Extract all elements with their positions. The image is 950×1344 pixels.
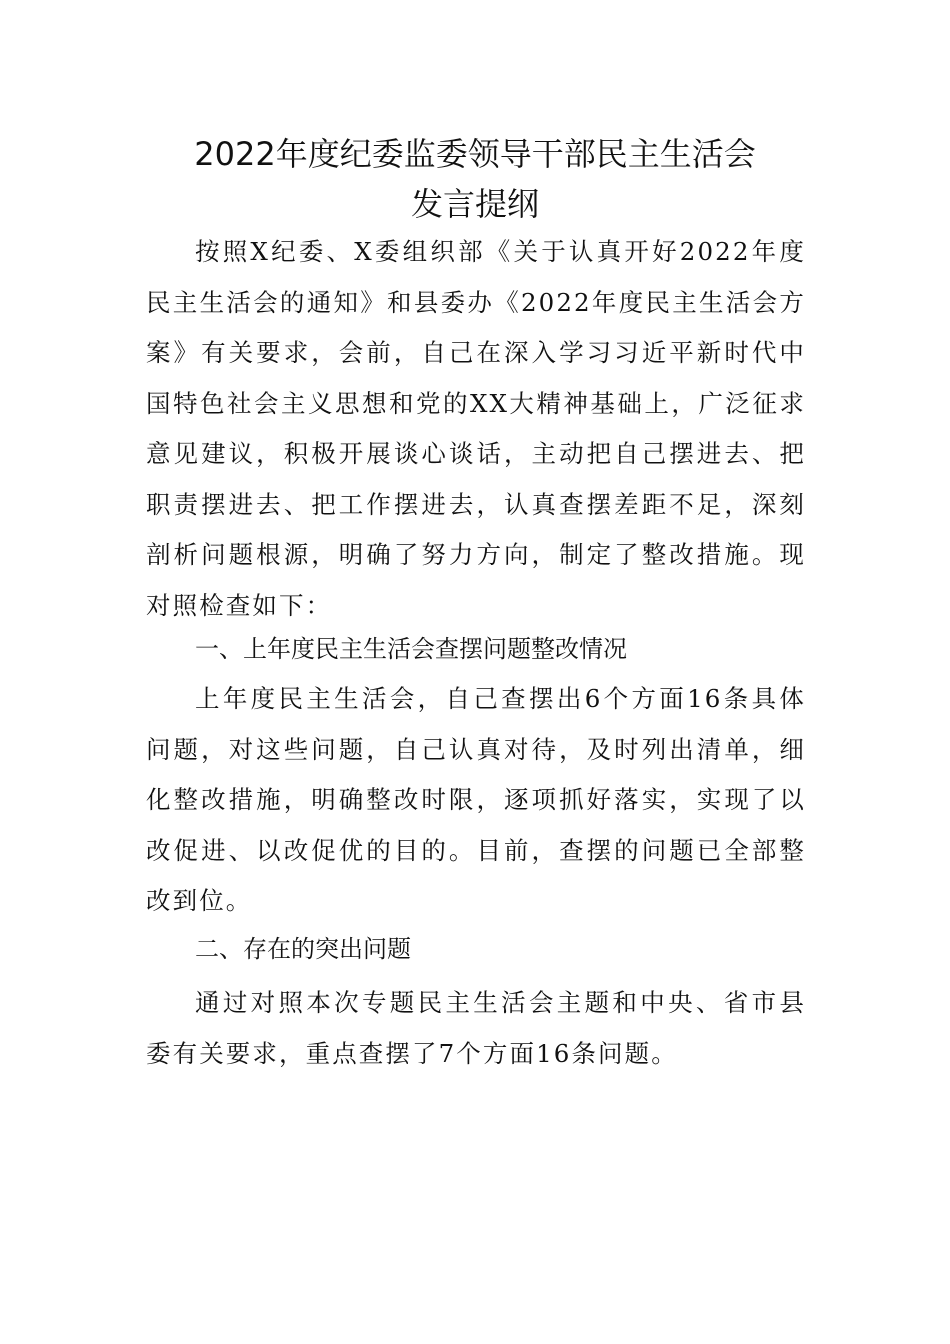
document-title-line-1: 2022年度纪委监委领导干部民主生活会 xyxy=(194,135,756,173)
problems-paragraph: 通过对照本次专题民主生活会主题和中央、省市县委有关要求，重点查摆了7个方面16条问题。 xyxy=(146,988,806,1068)
intro-paragraph: 按照X纪委、X委组织部《关于认真开好2022年度民主生活会的通知》和县委办《2022年度民主生活会方案》有关要求，会前，自己在深入学习习近平新时代中国特色社会主义思想和党的XX大精神基础上，广泛征求意见建议，积极开展谈心谈话，主动把自己摆进去、把职责摆进去、把工作摆进去，认真查摆差距不足，深刻剖析问题根源，明确了努力方向，制定了整改措施。现对照检查如下： xyxy=(146,237,806,620)
document-title-line-2: 发言提纲 xyxy=(410,185,539,223)
rectification-paragraph: 上年度民主生活会，自己查摆出6个方面16条具体问题，对这些问题，自己认真对待，及时列出清单，细化整改措施，明确整改时限，逐项抓好落实，实现了以改促进、以改促优的目的。目前，查摆的问题已全部整改到位。 xyxy=(146,684,806,915)
section-heading-rectification: 一、上年度民主生活会查摆问题整改情况 xyxy=(195,635,627,663)
section-heading-problems: 二、存在的突出问题 xyxy=(195,935,411,963)
